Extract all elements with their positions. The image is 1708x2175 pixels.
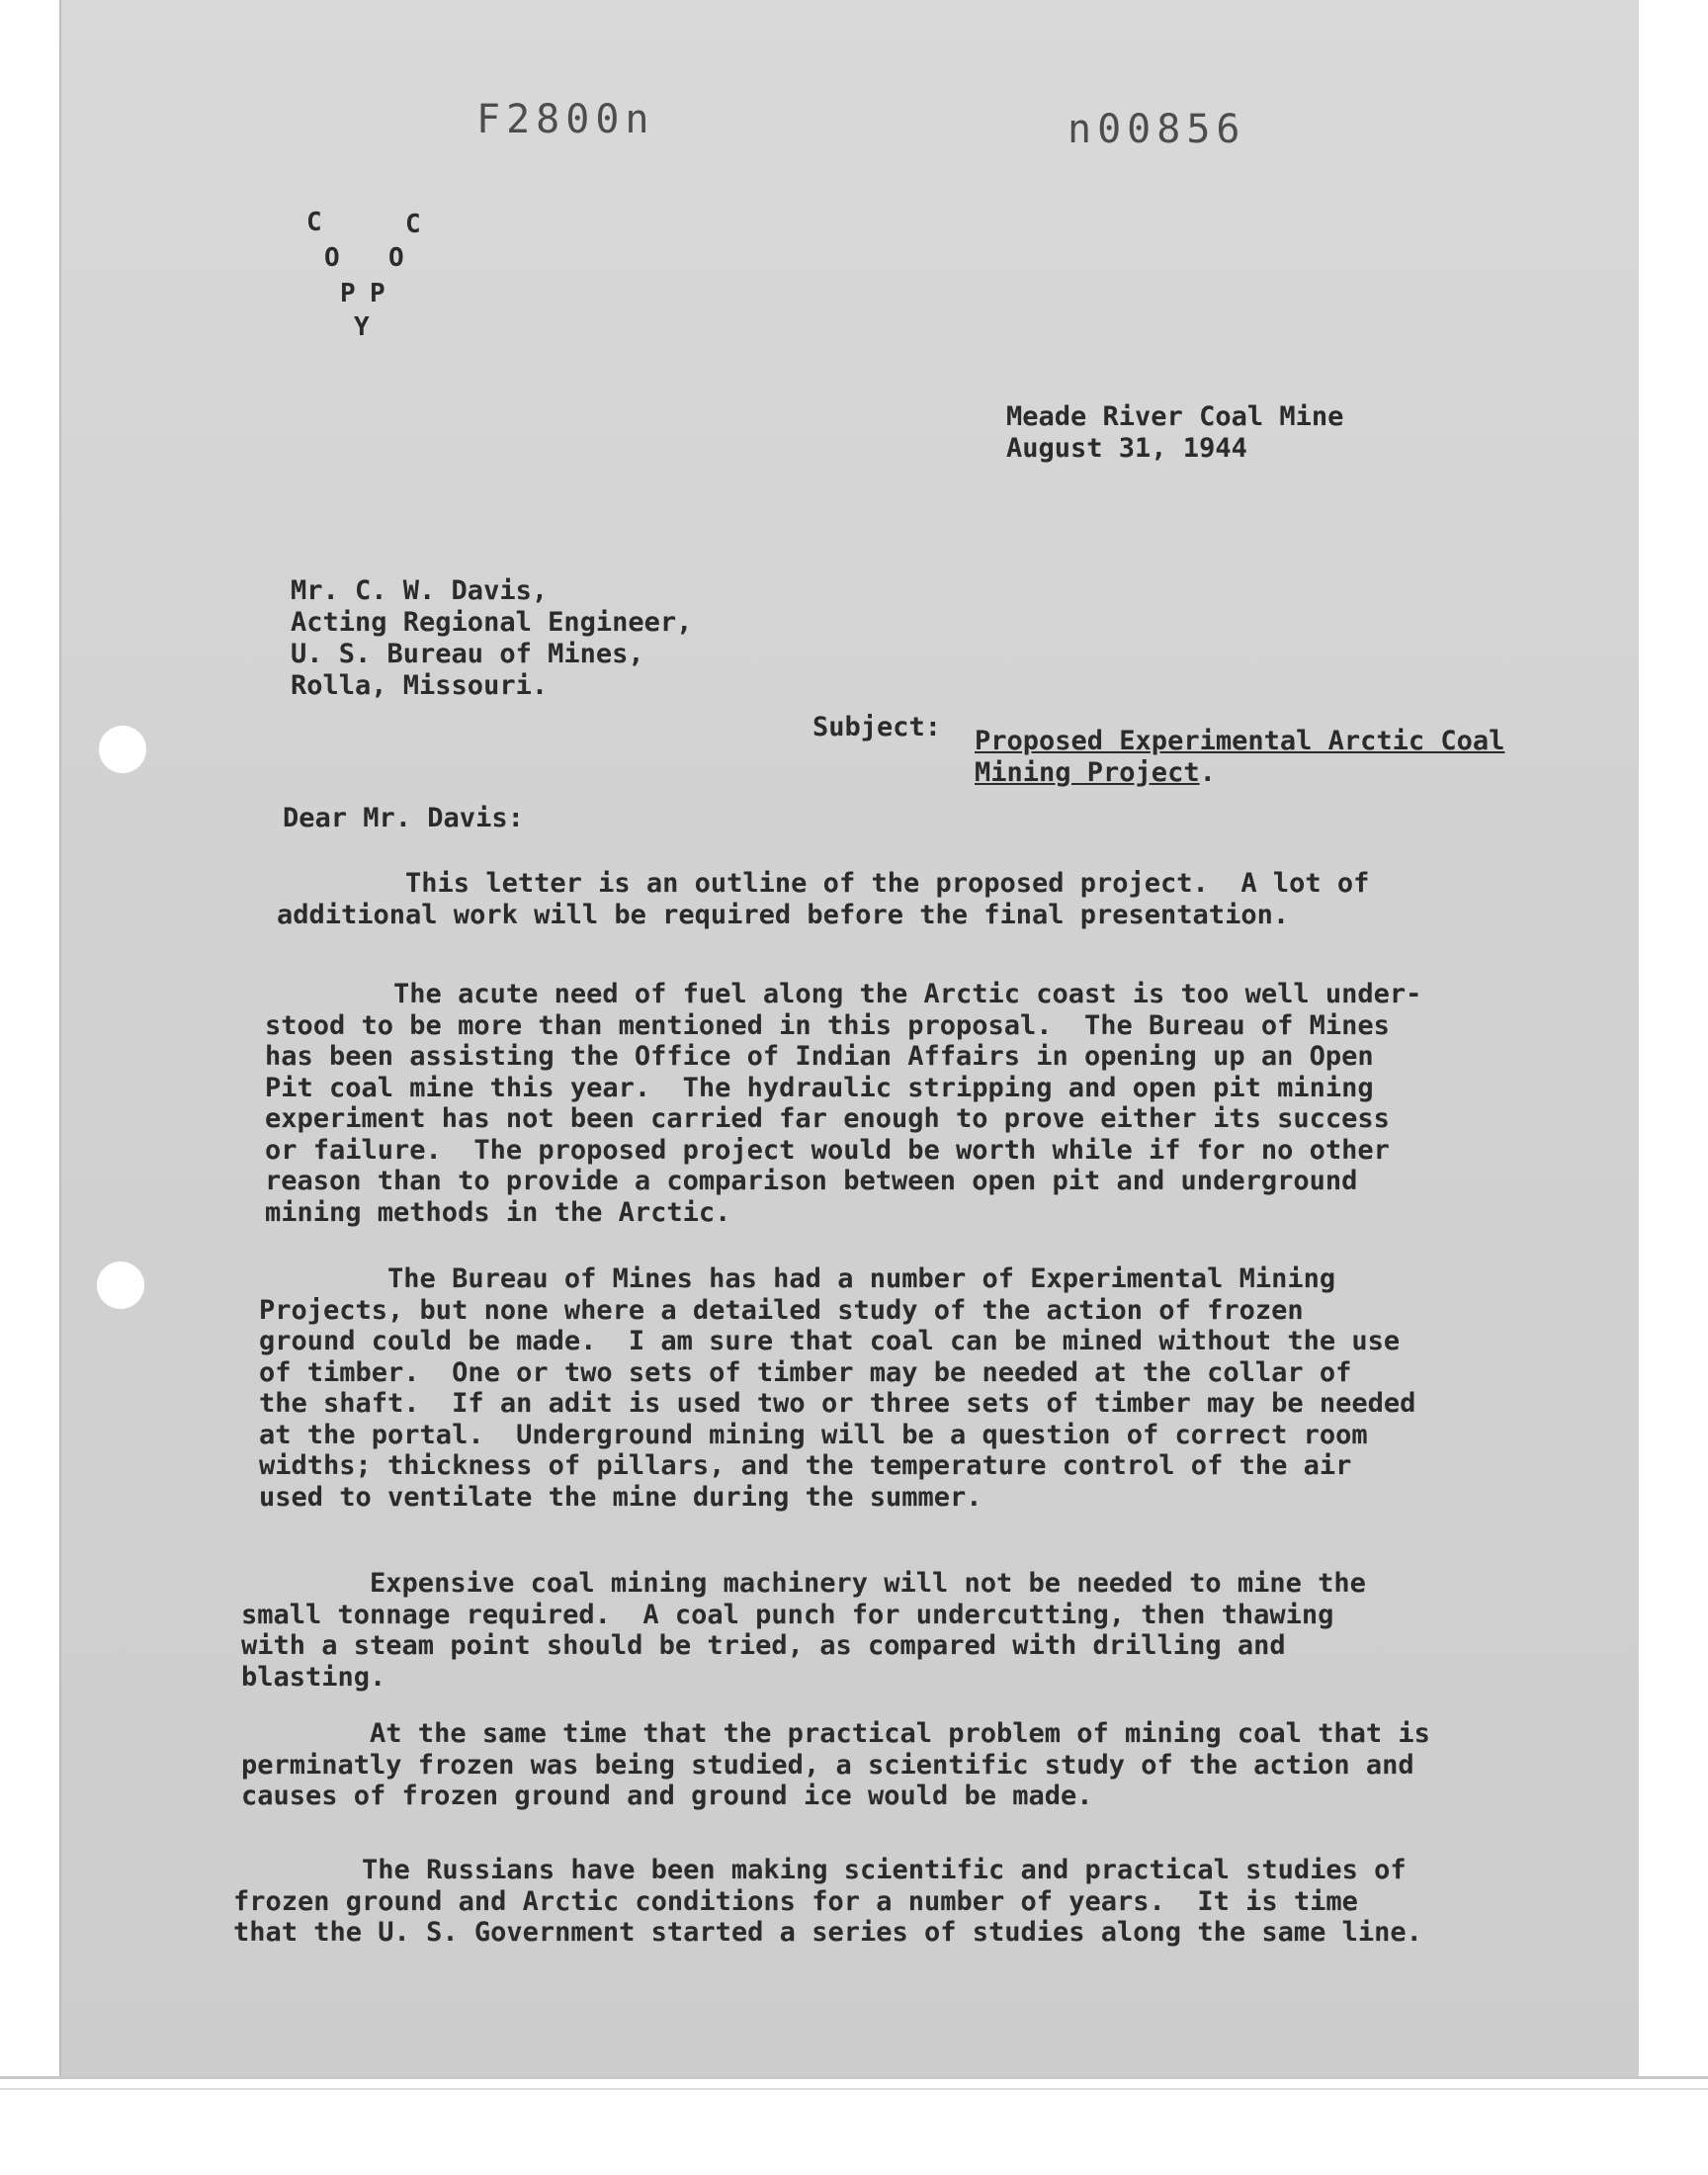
addressee-line: Acting Regional Engineer,	[291, 607, 693, 638]
stamp-number-right: n00856	[1068, 107, 1246, 152]
text-line: experiment has not been carried far enough to prove either its success	[265, 1103, 1390, 1134]
paragraph-scientific-study	[241, 1718, 1430, 1812]
paragraph-outline	[277, 868, 1369, 930]
paragraph-fuel-need	[265, 979, 1421, 1228]
text-line: perminatly frozen was being studied, a scientific study of the action and	[241, 1749, 1414, 1781]
addressee-line: Rolla, Missouri.	[291, 670, 549, 701]
text-line: Pit coal mine this year. The hydraulic stripping and open pit mining	[265, 1072, 1374, 1103]
text-line: causes of frozen ground and ground ice would be made.	[241, 1781, 1093, 1811]
copy-letter: P	[340, 279, 356, 308]
text-line: ground could be made. I am sure that coal can be mined without the use	[259, 1326, 1401, 1356]
subject-line-end: .	[1199, 757, 1216, 788]
subject-line: Proposed Experimental Arctic Coal	[975, 726, 1505, 756]
text-line: frozen ground and Arctic conditions for a number of years. It is time	[233, 1885, 1358, 1917]
copy-letter: O	[324, 243, 340, 273]
text-line: This letter is an outline of the proposed project. A lot of	[277, 868, 1370, 899]
subject-label: Subject:	[812, 712, 942, 742]
copy-letter: C	[405, 210, 421, 239]
paragraph-russian-studies	[233, 1855, 1422, 1949]
salutation: Dear Mr. Davis:	[283, 803, 524, 833]
text-line: stood to be more than mentioned in this proposal. The Bureau of Mines	[265, 1009, 1390, 1041]
heading-place: Meade River Coal Mine	[1006, 401, 1344, 432]
text-line: The acute need of fuel along the Arctic coast is too well under-	[265, 979, 1422, 1009]
text-line: The Bureau of Mines has had a number of Experimental Mining	[259, 1263, 1336, 1294]
punch-hole	[97, 1262, 144, 1309]
text-line: the shaft. If an adit is used two or three sets of timber may be needed	[259, 1388, 1416, 1419]
text-line: with a steam point should be tried, as compared with drilling and	[241, 1630, 1286, 1661]
punch-hole	[99, 726, 146, 773]
paragraph-experimental-projects	[259, 1263, 1415, 1513]
paragraph-machinery	[241, 1568, 1366, 1693]
text-line: that the U. S. Government started a series of studies along the same line.	[233, 1917, 1422, 1948]
text-line: mining methods in the Arctic.	[265, 1196, 731, 1228]
subject-line	[975, 757, 1216, 788]
copy-letter: O	[388, 243, 404, 273]
copy-letter: P	[370, 279, 385, 308]
text-line: The Russians have been making scientific and practical studies of	[233, 1855, 1407, 1885]
heading-date: August 31, 1944	[1006, 433, 1247, 464]
text-line: of timber. One or two sets of timber may be needed at the collar of	[259, 1356, 1352, 1388]
scan-edge-line	[0, 2076, 1708, 2079]
addressee-line: U. S. Bureau of Mines,	[291, 639, 644, 669]
text-line: used to ventilate the mine during the summer.	[259, 1481, 982, 1513]
text-line: widths; thickness of pillars, and the temperature control of the air	[259, 1450, 1352, 1481]
copy-letter: Y	[354, 312, 370, 342]
text-line: Expensive coal mining machinery will not be needed to mine the	[241, 1568, 1366, 1599]
text-line: has been assisting the Office of Indian Affairs in opening up an Open	[265, 1041, 1374, 1072]
scan-edge-line	[0, 2088, 1708, 2090]
text-line: reason than to provide a comparison between open pit and underground	[265, 1166, 1358, 1196]
stamp-number-left: F2800n	[476, 97, 655, 142]
text-line: Projects, but none where a detailed study of the action of frozen	[259, 1294, 1304, 1326]
text-line: additional work will be required before the final presentation.	[277, 899, 1290, 930]
text-line: small tonnage required. A coal punch for undercutting, then thawing	[241, 1599, 1334, 1630]
text-line: at the portal. Underground mining will be a question of correct room	[259, 1419, 1368, 1450]
text-line: blasting.	[241, 1661, 386, 1693]
copy-letter: C	[306, 208, 322, 237]
text-line: or failure. The proposed project would be worth while if for no other	[265, 1134, 1390, 1166]
text-line: At the same time that the practical problem of mining coal that is	[241, 1718, 1430, 1749]
addressee-line: Mr. C. W. Davis,	[291, 575, 549, 606]
subject-line-text: Mining Project	[975, 757, 1200, 788]
